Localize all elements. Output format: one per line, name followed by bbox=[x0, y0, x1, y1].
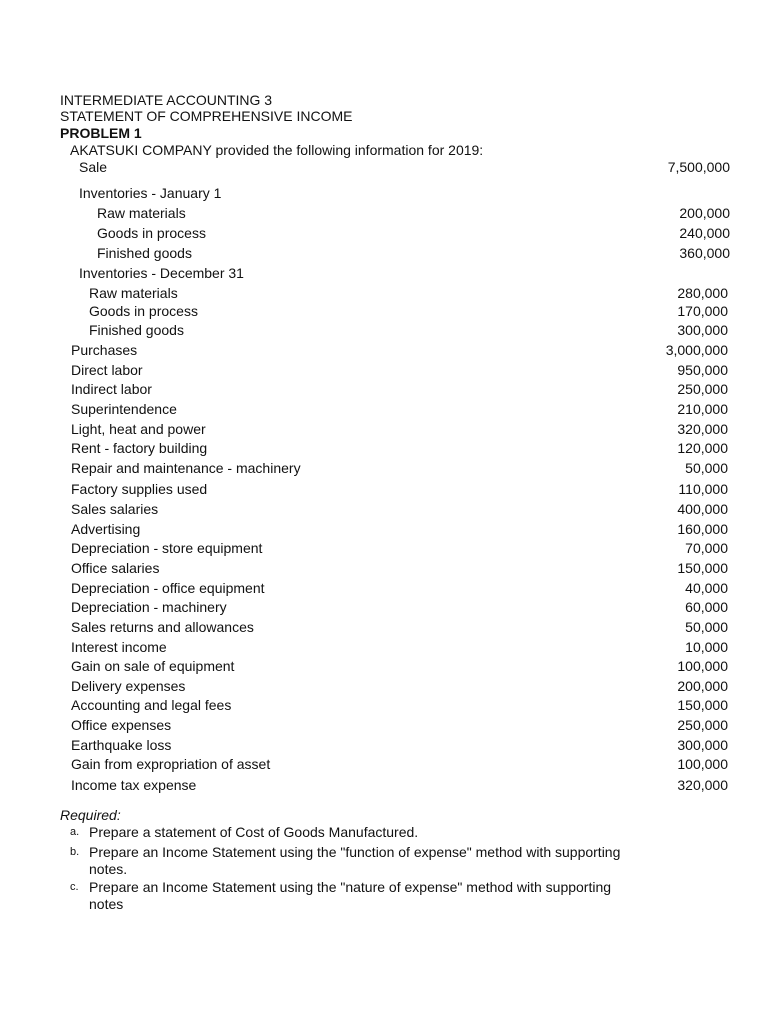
item-value: 250,000 bbox=[677, 381, 728, 397]
item-label: Gain on sale of equipment bbox=[71, 658, 235, 674]
item-value: 120,000 bbox=[677, 440, 728, 456]
problem-heading: PROBLEM 1 bbox=[60, 125, 142, 141]
item-value: 320,000 bbox=[677, 777, 728, 793]
item-label: Superintendence bbox=[71, 401, 177, 417]
item-value: 60,000 bbox=[685, 599, 728, 615]
item-value: 400,000 bbox=[677, 501, 728, 517]
item-label: Office expenses bbox=[71, 717, 172, 733]
item-value: 70,000 bbox=[685, 540, 728, 556]
item-label: Direct labor bbox=[71, 362, 143, 378]
topic-title: STATEMENT OF COMPREHENSIVE INCOME bbox=[60, 108, 353, 124]
task-letter: a. bbox=[70, 826, 80, 838]
item-label: Gain from expropriation of asset bbox=[71, 756, 271, 772]
inv-dec-label: Goods in process bbox=[89, 303, 198, 319]
item-label: Delivery expenses bbox=[71, 678, 186, 694]
course-title: INTERMEDIATE ACCOUNTING 3 bbox=[60, 92, 273, 108]
item-value: 50,000 bbox=[685, 619, 728, 635]
item-value: 100,000 bbox=[677, 756, 728, 772]
task-text-cont: notes. bbox=[89, 861, 128, 877]
item-label: Depreciation - office equipment bbox=[71, 580, 265, 596]
item-label: Light, heat and power bbox=[71, 421, 206, 437]
inv-jan-label: Raw materials bbox=[97, 205, 186, 221]
inv-dec-label: Raw materials bbox=[89, 285, 178, 301]
task-letter: b. bbox=[70, 846, 80, 858]
item-label: Factory supplies used bbox=[71, 481, 208, 497]
sale-label: Sale bbox=[79, 159, 108, 175]
inv-jan-value: 360,000 bbox=[679, 245, 730, 261]
item-value: 150,000 bbox=[677, 697, 728, 713]
item-value: 150,000 bbox=[677, 560, 728, 576]
task-text: Prepare an Income Statement using the "function of expense" method with supporting bbox=[89, 844, 621, 860]
inv-dec-value: 280,000 bbox=[677, 285, 728, 301]
inv-jan-value: 240,000 bbox=[679, 225, 730, 241]
item-value: 320,000 bbox=[677, 421, 728, 437]
sale-value: 7,500,000 bbox=[667, 159, 730, 175]
item-label: Rent - factory building bbox=[71, 440, 208, 456]
item-label: Income tax expense bbox=[71, 777, 197, 793]
required-heading: Required: bbox=[60, 807, 121, 823]
item-value: 3,000,000 bbox=[665, 342, 728, 358]
inv-jan-value: 200,000 bbox=[679, 205, 730, 221]
item-value: 110,000 bbox=[678, 481, 728, 497]
item-value: 300,000 bbox=[677, 737, 728, 753]
item-label: Office salaries bbox=[71, 560, 160, 576]
item-value: 950,000 bbox=[677, 362, 728, 378]
task-letter: c. bbox=[70, 881, 79, 893]
item-label: Sales returns and allowances bbox=[71, 619, 254, 635]
item-label: Accounting and legal fees bbox=[71, 697, 232, 713]
item-label: Interest income bbox=[71, 639, 167, 655]
intro-text: AKATSUKI COMPANY provided the following information for 2019: bbox=[70, 142, 484, 158]
inv-jan-label: Finished goods bbox=[97, 245, 192, 261]
item-value: 100,000 bbox=[677, 658, 728, 674]
inv-dec-label: Finished goods bbox=[89, 322, 184, 338]
item-value: 50,000 bbox=[685, 460, 728, 476]
item-value: 160,000 bbox=[677, 521, 728, 537]
item-label: Repair and maintenance - machinery bbox=[71, 460, 301, 476]
item-value: 210,000 bbox=[677, 401, 728, 417]
item-label: Indirect labor bbox=[71, 381, 152, 397]
inv-dec-value: 170,000 bbox=[677, 303, 728, 319]
item-label: Depreciation - store equipment bbox=[71, 540, 263, 556]
inv-dec-value: 300,000 bbox=[677, 322, 728, 338]
item-value: 40,000 bbox=[685, 580, 728, 596]
item-value: 200,000 bbox=[677, 678, 728, 694]
item-label: Sales salaries bbox=[71, 501, 159, 517]
item-label: Depreciation - machinery bbox=[71, 599, 227, 615]
item-label: Earthquake loss bbox=[71, 737, 172, 753]
inv-jan-heading: Inventories - January 1 bbox=[79, 185, 222, 201]
inv-dec-heading: Inventories - December 31 bbox=[79, 265, 244, 281]
inv-jan-label: Goods in process bbox=[97, 225, 206, 241]
item-label: Purchases bbox=[71, 342, 138, 358]
task-text: Prepare an Income Statement using the "nature of expense" method with supporting bbox=[89, 879, 612, 895]
task-text: Prepare a statement of Cost of Goods Manufactured. bbox=[89, 824, 419, 840]
task-text-cont: notes bbox=[89, 896, 124, 912]
item-value: 250,000 bbox=[677, 717, 728, 733]
item-value: 10,000 bbox=[685, 639, 728, 655]
item-label: Advertising bbox=[71, 521, 141, 537]
